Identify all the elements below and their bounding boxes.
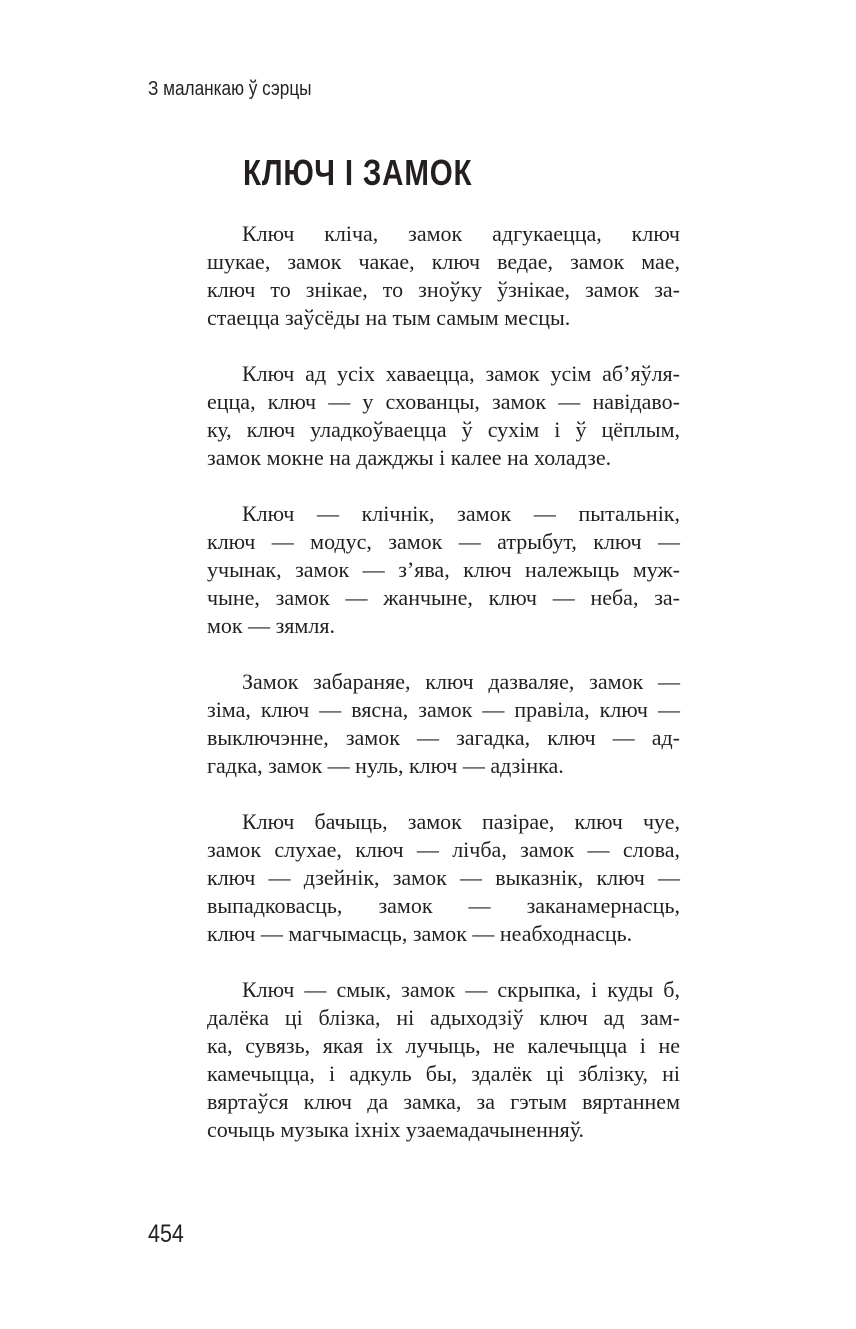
text-line: Ключ бачыць, замок пазірае, ключ чуе, bbox=[242, 809, 680, 834]
text-line: камечыцца, і адкуль бы, здалёк ці зблізку, ні bbox=[207, 1061, 680, 1086]
text-line: ключ то знікае, то зноўку ўзнікае, замок за- bbox=[207, 277, 680, 302]
text-line: выключэнне, замок — загадка, ключ — ад- bbox=[207, 725, 680, 750]
paragraph bbox=[207, 360, 680, 472]
text-line: Ключ — клічнік, замок — пытальнік, bbox=[242, 501, 680, 526]
text-line: Замок забараняе, ключ дазваляе, замок — bbox=[242, 669, 680, 694]
page-number: 454 bbox=[148, 1220, 184, 1248]
text-line: выпадковасць, замок — заканамернасць, bbox=[207, 893, 680, 918]
paragraph bbox=[207, 500, 680, 640]
text-line: Ключ кліча, замок адгукаецца, ключ bbox=[242, 221, 680, 246]
running-head: З маланкаю ў сэрцы bbox=[148, 78, 312, 100]
text-line: ключ — модус, замок — атрыбут, ключ — bbox=[207, 529, 680, 554]
text-line: ку, ключ уладкоўваецца ў сухім і ў цёплым, bbox=[207, 417, 680, 442]
text-line: ецца, ключ — у схованцы, замок — навідаво- bbox=[207, 389, 680, 414]
paragraph bbox=[207, 976, 680, 1144]
text-line: далёка ці блізка, ні адыходзіў ключ ад зам- bbox=[207, 1005, 680, 1030]
text-line: зіма, ключ — вясна, замок — правіла, ключ — bbox=[207, 697, 680, 722]
text-line: шукае, замок чакае, ключ ведае, замок мае, bbox=[207, 249, 680, 274]
text-line: учынак, замок — з’ява, ключ належыць муж- bbox=[207, 557, 680, 582]
text-line: ка, сувязь, якая іх лучыць, не калечыцца і не bbox=[207, 1033, 680, 1058]
text-line: замок слухае, ключ — лічба, замок — слова, bbox=[207, 837, 680, 862]
paragraph bbox=[207, 220, 680, 332]
text-line: стаецца заўсёды на тым самым месцы. bbox=[207, 305, 571, 330]
text-line: гадка, замок — нуль, ключ — адзінка. bbox=[207, 753, 564, 778]
text-line: ключ — магчымасць, замок — неабходнасць. bbox=[207, 921, 633, 946]
text-line: сочыць музыка іхніх узаемадачыненняў. bbox=[207, 1117, 585, 1142]
text-line: ключ — дзейнік, замок — выказнік, ключ — bbox=[207, 865, 680, 890]
chapter-title: КЛЮЧ І ЗАМОК bbox=[243, 152, 473, 193]
text-line: замок мокне на дажджы і калее на холадзе. bbox=[207, 445, 612, 470]
text-line: чыне, замок — жанчыне, ключ — неба, за- bbox=[207, 585, 680, 610]
text-line: Ключ ад усіх хаваецца, замок усім аб’яўля- bbox=[242, 361, 680, 386]
paragraph bbox=[207, 808, 680, 948]
body-text bbox=[207, 220, 680, 1172]
text-line: Ключ — смык, замок — скрыпка, і куды б, bbox=[242, 977, 680, 1002]
paragraph bbox=[207, 668, 680, 780]
text-line: мок — зямля. bbox=[207, 613, 335, 638]
text-line: вяртаўся ключ да замка, за гэтым вяртаннем bbox=[207, 1089, 680, 1114]
